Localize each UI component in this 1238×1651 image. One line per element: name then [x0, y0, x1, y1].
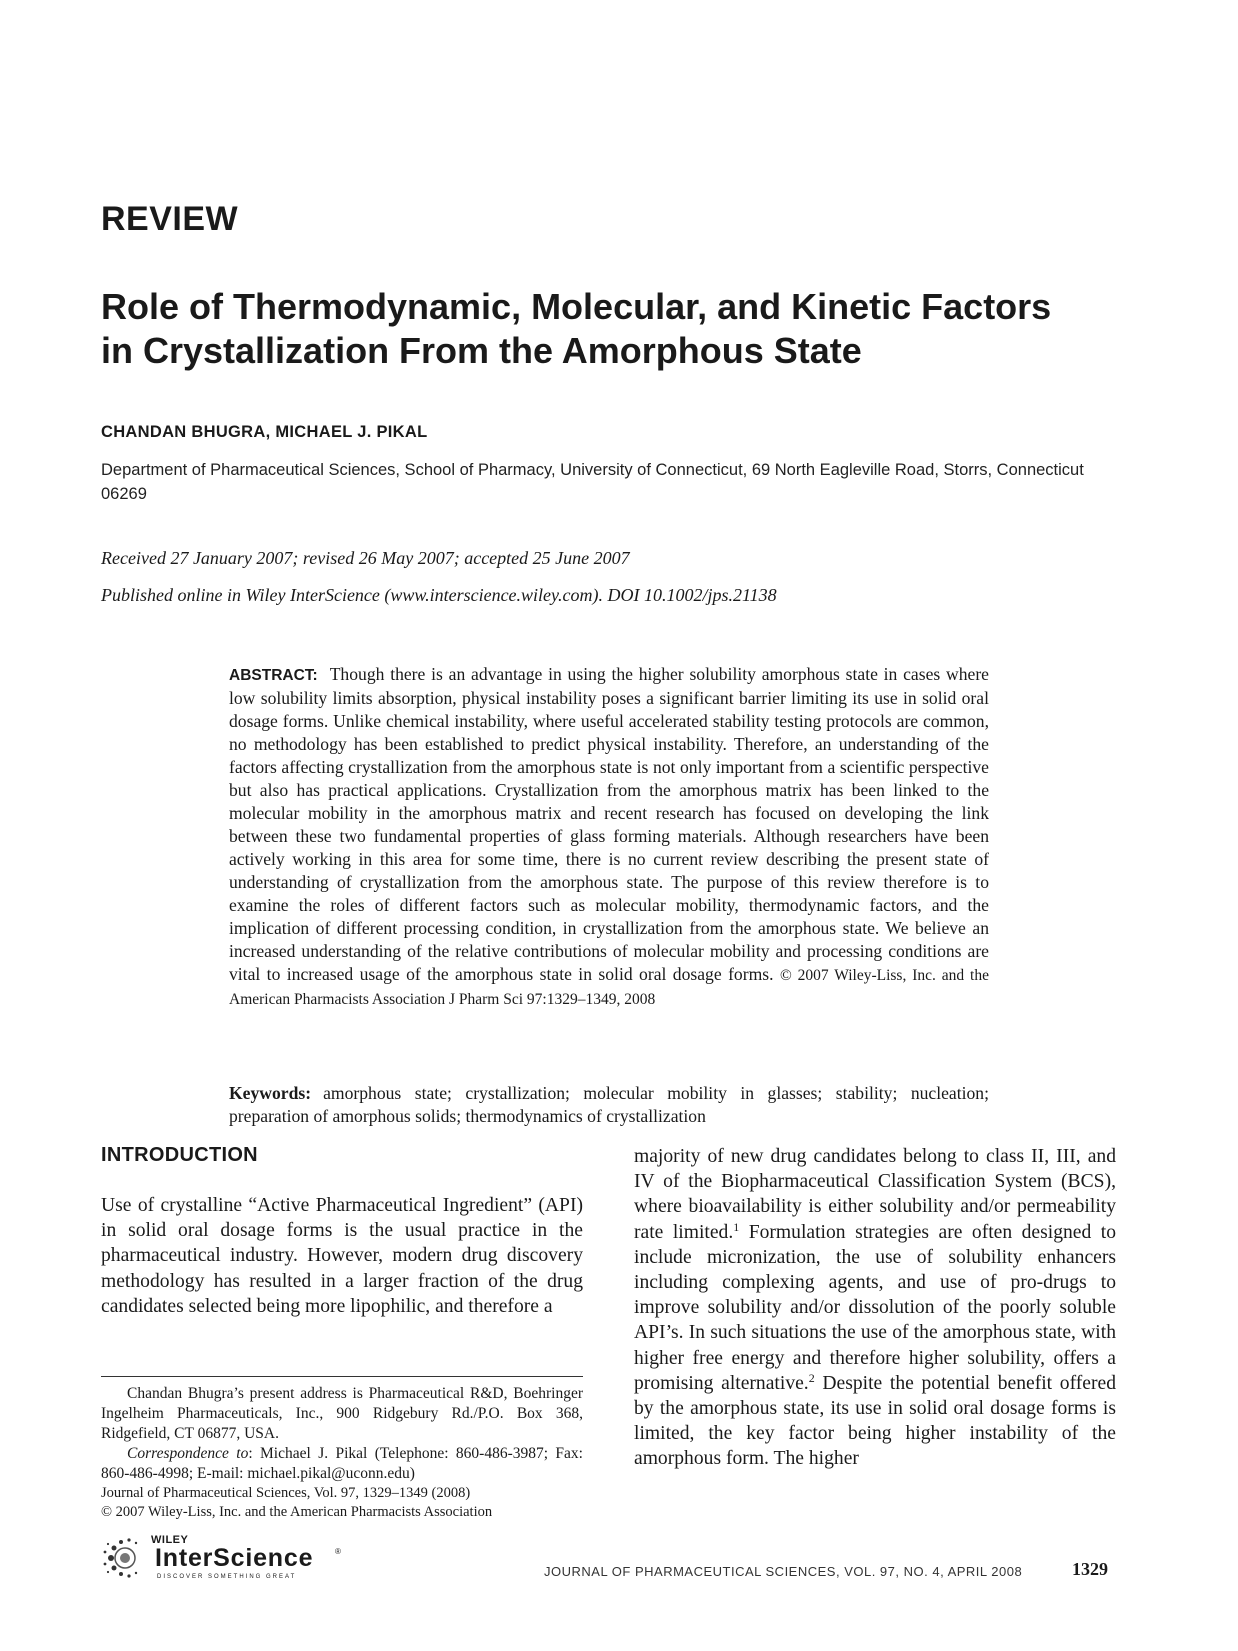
paper-title [101, 285, 1101, 373]
running-footer: JOURNAL OF PHARMACEUTICAL SCIENCES, VOL. 97, NO. 4, APRIL 2008 [544, 1564, 1023, 1579]
abstract-text: Though there is an advantage in using the higher solubility amorphous state in cases where low solubility limits absorption, physical instability poses a significant barrier limiting its use in solid oral dosage forms. Unlike chemical instability, where useful accelerated stability testing protocols are common, no methodology has been established to predict physical instability. Therefore, an understanding of the factors affecting crystallization from the amorphous state is not only important from a scientific perspective but also has practical applications. Crystallization from the amorphous matrix has been linked to the molecular mobility in the amorphous matrix and recent research has focused on developing the link between these two fundamental properties of glass forming materials. Although researchers have been actively working in this area for some time, there is no current review describing the present state of understanding of crystallization from the amorphous state. The purpose of this review therefore is to examine the roles of different factors such as molecular mobility, thermodynamic factors, and the implication of different processing condition, in crystallization from the amorphous state. We believe an increased understanding of the relative contributions of molecular mobility and processing conditions are vital to increased usage of the amorphous state in solid oral dosage forms. [229, 664, 989, 984]
copyright-line: © 2007 Wiley-Liss, Inc. and the American Pharmacists Association [101, 1504, 493, 1520]
logo-tagline: DISCOVER SOMETHING GREAT [157, 1574, 297, 1580]
abstract-label: ABSTRACT: [229, 667, 318, 684]
registered-mark: ® [335, 1547, 341, 1556]
intro-right-part-1: majority of new drug candidates belong to class II, III, and IV of the Biopharmaceutical Classification System (BCS), where bioavailability is either solubility and/or permeability rate limited. [634, 1146, 1116, 1243]
abstract [229, 663, 989, 1011]
author-footnotes [101, 1384, 583, 1484]
keywords [229, 1082, 989, 1128]
address-footnote: Chandan Bhugra’s present address is Pharmaceutical R&D, Boehringer Ingelheim Pharmaceuticals, Inc., 900 Ridgebury Rd./P.O. Box 368, Ridgefield, CT 06877, USA. [101, 1385, 583, 1442]
title-line-1: Role of Thermodynamic, Molecular, and Kinetic Factors [101, 286, 1052, 327]
wiley-wordmark: WILEY [151, 1534, 189, 1546]
keywords-label: Keywords: [229, 1083, 312, 1103]
correspondence-label: Correspondence to [127, 1445, 249, 1462]
correspondence-text: : Michael J. Pikal (Telephone: 860-486-3987; Fax: 860-486-4998; E-mail: michael.pikal@uconn.edu) [101, 1445, 583, 1482]
introduction-heading: INTRODUCTION [101, 1144, 258, 1166]
intro-right-part-3: Despite the potential benefit offered by the amorphous state, its use in solid oral dosage forms is limited, the key factor being higher instability of the amorphous form. The higher [634, 1372, 1116, 1470]
journal-line: Journal of Pharmaceutical Sciences, Vol. 97, 1329–1349 (2008) [101, 1485, 471, 1501]
section-label: REVIEW [101, 200, 239, 238]
introduction-right-column [634, 1144, 1116, 1472]
keywords-text: amorphous state; crystallization; molecular mobility in glasses; stability; nucleation; preparation of amorphous solids; thermodynamics of crystallization [229, 1083, 989, 1126]
globe-dots-icon [101, 1534, 149, 1582]
journal-footnote [101, 1484, 583, 1522]
abstract-citation: © 2007 Wiley-Liss, Inc. and the American Pharmacists Association J Pharm Sci 97:1329–1349, 2008 [229, 967, 989, 1008]
page-number: 1329 [1072, 1559, 1108, 1579]
submission-history: Received 27 January 2007; revised 26 May 2007; accepted 25 June 2007 [101, 548, 630, 568]
wiley-interscience-logo [101, 1534, 361, 1582]
introduction-left-column: Use of crystalline “Active Pharmaceutical Ingredient” (API) in solid oral dosage forms is the usual practice in the pharmaceutical industry. However, modern drug discovery methodology has resulted in a larger fraction of the drug candidates selected being more lipophilic, and therefore a [101, 1195, 583, 1317]
reference-2[interactable]: 2 [808, 1370, 815, 1385]
publication-info: Published online in Wiley InterScience (www.interscience.wiley.com). DOI 10.1002/jps.21138 [101, 585, 777, 605]
paper-affiliation: Department of Pharmaceutical Sciences, School of Pharmacy, University of Connecticut, 69 North Eagleville Road, Storrs, Connecticut 06269 [101, 461, 1084, 503]
correspondence-footnote [101, 1444, 583, 1484]
title-line-2: in Crystallization From the Amorphous State [101, 330, 862, 371]
interscience-wordmark: InterScience [155, 1544, 314, 1572]
footnote-divider [101, 1376, 583, 1377]
paper-authors: CHANDAN BHUGRA, MICHAEL J. PIKAL [101, 423, 428, 441]
intro-right-part-2: Formulation strategies are often designed to include micronization, the use of solubility enhancers including complexing agents, and use of pro-drugs to improve solubility and/or dissolution of the poorly soluble API’s. In such situations the use of the amorphous state, with higher free energy and therefore higher solubility, offers a promising alternative. [634, 1221, 1116, 1394]
reference-1[interactable]: 1 [733, 1219, 740, 1234]
